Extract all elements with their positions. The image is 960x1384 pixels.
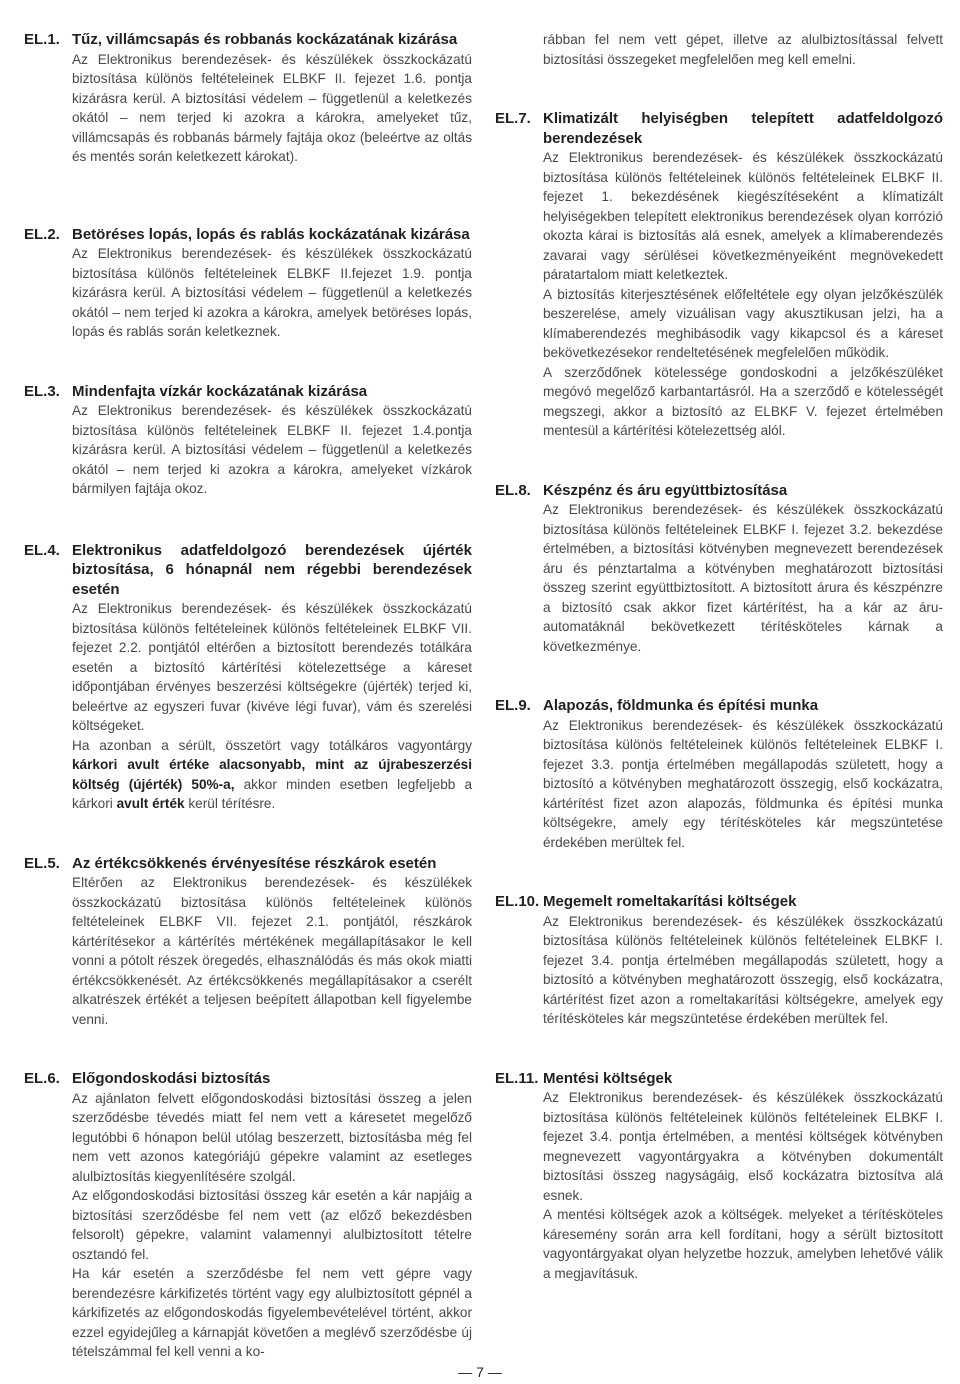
section-body [72, 401, 472, 499]
section-body [72, 599, 472, 814]
paragraph: Eltérően az Elektronikus berendezések- és készülékek összkockázatú biztosítása különös feltételeinek különös feltételeinek ELBKF VII. fejezet 2.1. pontjától, részkárok kártérítésekor a kártérítés mértékének megállapításakor le kell vonni a pótolt részek öregedés, elhasználódás és más okok miatti értékcsökkenését. Az értékcsökkenés megállapításakor a cserélt alkatrészek értékét a teljesen beépített állapotban kell figyelembe venni. [72, 875, 472, 1027]
section-body [543, 1088, 943, 1283]
section-title: Mentési költségek [543, 1069, 673, 1087]
section-title: Betöréses lopás, lopás és rablás kockázatának kizárása [72, 225, 470, 243]
paragraph: Az Elektronikus berendezések- és készülékek összkockázatú biztosítása különös feltételeinek ELBKF I. fejezet 3.2. bekezdése értelmében, a biztosítási kötvényben megnevezett berendezések áru és pénztartalma a kötvényben meghatározott biztosítási összeg szerint együttbiztosított. A biztosított árura és készpénzre a biztosító csak akkor fizet kártérítést, ha a kár az áru-automatáknál bekövetkezett térítésköteles kárnak a következménye. [543, 502, 943, 654]
section-el3 [24, 382, 472, 499]
section-body [543, 148, 943, 441]
section-title: Mindenfajta vízkár kockázatának kizárása [72, 382, 368, 400]
paragraph: Az Elektronikus berendezések- és készülékek összkockázatú biztosítása különös feltételeinek ELBKF II. fejezet 1.6. pontja kizárásra kerül. A biztosítási védelem – függetlenül a keletkezés okától – nem terjed ki azokra a károkra, amelyeket tűz, villámcsapás és robbanás bármely fajtája okoz (beleértve az oltás és mentés során keletkezett károkat). [72, 51, 472, 164]
section-body [72, 244, 472, 342]
paragraph: Az Elektronikus berendezések- és készülékek összkockázatú biztosítása különös feltételeinek különös feltételeinek ELBKF II. fejezet 1. bekezdésének kiegészítéseként a klímatizált helyiségekben telepített elektronikus berendezések olyan korrózió okozta kárai is biztosítás alá esnek, amelyek a klímaberendezés zavarai vagy sérülései következményeiként megnövekedett páratartalom miatt keletkeztek. [543, 150, 943, 282]
section-body [72, 873, 472, 1029]
section-title: Klimatizált helyiségben telepített adatfeldolgozó berendezések [543, 110, 943, 147]
page-number-dash-right: — [487, 1364, 502, 1380]
emphasis-text: avult érték [116, 796, 185, 811]
section-title: Tűz, villámcsapás és robbanás kockázatának kizárása [72, 31, 458, 48]
continuation-block [495, 30, 943, 69]
left-column [24, 30, 472, 1362]
section-number: EL.2. [24, 225, 60, 243]
section-title: Alapozás, földmunka és építési munka [543, 697, 819, 714]
section-number: EL.8. [495, 481, 531, 499]
section-number: EL.4. [24, 541, 60, 559]
paragraph: Az előgondoskodási biztosítási összeg kár esetén a kár napjáig a biztosítási szerződésbe fel nem vett (az előző bekezdésben felsorolt) gépekre, valamint valamennyi alulbiztosított tételre osztandó fel. [72, 1188, 472, 1262]
section-number: EL.7. [495, 110, 531, 127]
paragraph: Az Elektronikus berendezések- és készülékek összkockázatú biztosítása különös feltételeinek különös feltételeinek ELBKF I. fejezet 3.3. pontja értelmében megállapodás született, hogy a biztosító a kötvényben meghatározott összegig, első kockázatra, kártérítést fizet azon alapozás, földmunka és építési munka költségekre, amely egy térítésköteles kár megszüntetése érdekében merültek fel. [543, 717, 943, 850]
section-title: Elektronikus adatfeldolgozó berendezések újérték biztosítása, 6 hónapnál nem régebbi berendezések esetén [72, 541, 472, 598]
section-el11 [495, 1069, 943, 1284]
section-el9 [495, 696, 943, 852]
section-number: EL.3. [24, 382, 60, 400]
section-el5 [24, 854, 472, 1030]
continuation-text: rábban fel nem vett gépet, illetve az alulbiztosítással felvett biztosítási összegeket megfelelően meg kell emelni. [543, 32, 943, 67]
section-body [543, 716, 943, 853]
section-body [543, 912, 943, 1029]
section-number: EL.10. [495, 893, 540, 910]
emphasis-text: kárkori avult értéke alacsonyabb, mint az újrabeszerzési költség (újérték) 50%-a, [72, 757, 472, 792]
paragraph: Az Elektronikus berendezések- és készülékek összkockázatú biztosítása különös feltételeinek különös feltételeinek ELBKF I. fejezet 3.4. pontja értelmében, a mentési költségek kötvényben megnevezett vagyontárgyakra a kötvényben dokumentált biztosítási összeg nagyságáig, első kockázatra biztosítva alá esnek. [543, 1090, 943, 1203]
section-title: Az értékcsökkenés érvényesítése részkárok esetén [72, 854, 437, 872]
section-number: EL.6. [24, 1070, 60, 1087]
section-body [72, 1089, 472, 1362]
section-body [72, 50, 472, 167]
paragraph: Az Elektronikus berendezések- és készülékek összkockázatú biztosítása különös feltételeinek különös feltételeinek ELBKF I. fejezet 3.4. pontja értelmében megállapodás született, hogy a biztosító a kötvényben meghatározott összegig, első kockázatra, kártérítést fizet azon a romeltakarítási költségekre, amelyek egy térítésköteles kár megszüntetése érdekében merültek fel. [543, 913, 943, 1026]
section-title: Készpénz és áru együttbiztosítása [543, 481, 788, 499]
section-number: EL.9. [495, 697, 531, 714]
paragraph: Az ajánlaton felvett előgondoskodási biztosítási összeg a jelen szerződésbe tévedés miatt fel nem vett a káresetet megelőző legutóbbi 6 hónapon belül utólag beszerzett, biztosításba még fel nem vett azonos kategóriájú gépekre valamint az esetleges alulbiztosítás kiegyenlítésére szolgál. [72, 1090, 472, 1184]
paragraph: A mentési költségek azok a költségek. melyeket a térítésköteles káresemény során arra kell fordítani, hogy a sérült biztosított vagyontárgyakat olyan helyzetbe hozzuk, amelyben lehetővé válik a megjavításuk. [543, 1207, 943, 1281]
paragraph: Az Elektronikus berendezések- és készülékek összkockázatú biztosítása különös feltételeinek ELBKF II.fejezet 1.9. pontja kizárásra kerül. A biztosítási védelem – függetlenül a keletkezés okától – nem terjed ki azokra a károkra, amelyek betöréses lopás, lopás és rablás során keletkeznek. [72, 246, 472, 339]
section-el7 [495, 109, 943, 441]
text-run: Ha azonban a sérült, összetört vagy totálkáros vagyontárgy [72, 737, 472, 753]
paragraph: A biztosítás kiterjesztésének előfeltétele egy olyan jelzőkészülék beszerelése, amely vizuálisan vagy akusztikusan jelzi, ha a klímaberendezés meghibásodik vagy kikapcsol és a káreset bekövetkezésekor rendeltetésének megfelelően működik. [543, 286, 943, 360]
paragraph: A szerződőnek kötelessége gondoskodni a jelzőkészüléket megóvó megelőző karbantartásról. Ha a szerződő e kötelességét megszegi, akkor a biztosító az ELBKF V. fejezet értelmében mentesül a kártérítési kötelezettség alól. [543, 364, 943, 438]
section-el1 [24, 30, 472, 167]
paragraph-mixed [72, 736, 472, 814]
section-body [543, 500, 943, 656]
section-el4 [24, 541, 472, 814]
paragraph: Az Elektronikus berendezések- és készülékek összkockázatú biztosítása különös feltételeinek ELBKF II. fejezet 1.4.pontja kizárásra kerül. A biztosítási védelem – függetlenül a keletkezés okától – nem terjed ki azokra a károkra, amelyeket vízkárok bármilyen fajtája okoz. [72, 403, 472, 496]
text-run: kerül térítésre. [184, 796, 276, 811]
section-number: EL.5. [24, 854, 60, 872]
section-el10 [495, 892, 943, 1029]
section-el6 [24, 1069, 472, 1362]
paragraph: Ha kár esetén a szerződésbe fel nem vett gépre vagy berendezésre kárkifizetés történt vagy egy alulbiztosított gépnél a kárkifizetés az előgondoskodás figyelembevételével történt, akkor ezzel egyidejűleg a kárnapját követően a meglévő szerződésbe új tételszámmal fel kell venni a ko- [72, 1266, 472, 1359]
page-number [0, 1364, 960, 1380]
section-title: Előgondoskodási biztosítás [72, 1070, 271, 1087]
paragraph: Az Elektronikus berendezések- és készülékek összkockázatú biztosítása különös feltételeinek különös feltételeinek ELBKF VII. fejezet 2.2. pontjától eltérően a biztosított berendezés totálkára esetén a biztosító kártérítési kötelezettsége a káreset időpontjában érvényes beszerzési költségekre (újérték) terjed ki, beleértve az egyszeri fuvar (kivéve légi fuvar), vám és szerelési költségeket. [72, 601, 472, 733]
text-run: akkor minden esetben legfeljebb a kárkori [72, 776, 472, 811]
section-el2 [24, 225, 472, 342]
page-number-value: 7 [476, 1364, 484, 1380]
section-number: EL.1. [24, 31, 60, 48]
right-column [495, 30, 943, 1283]
page-number-dash-left: — [458, 1364, 473, 1380]
section-el8 [495, 481, 943, 657]
section-number: EL.11. [495, 1069, 539, 1087]
section-title: Megemelt romeltakarítási költségek [543, 893, 797, 910]
